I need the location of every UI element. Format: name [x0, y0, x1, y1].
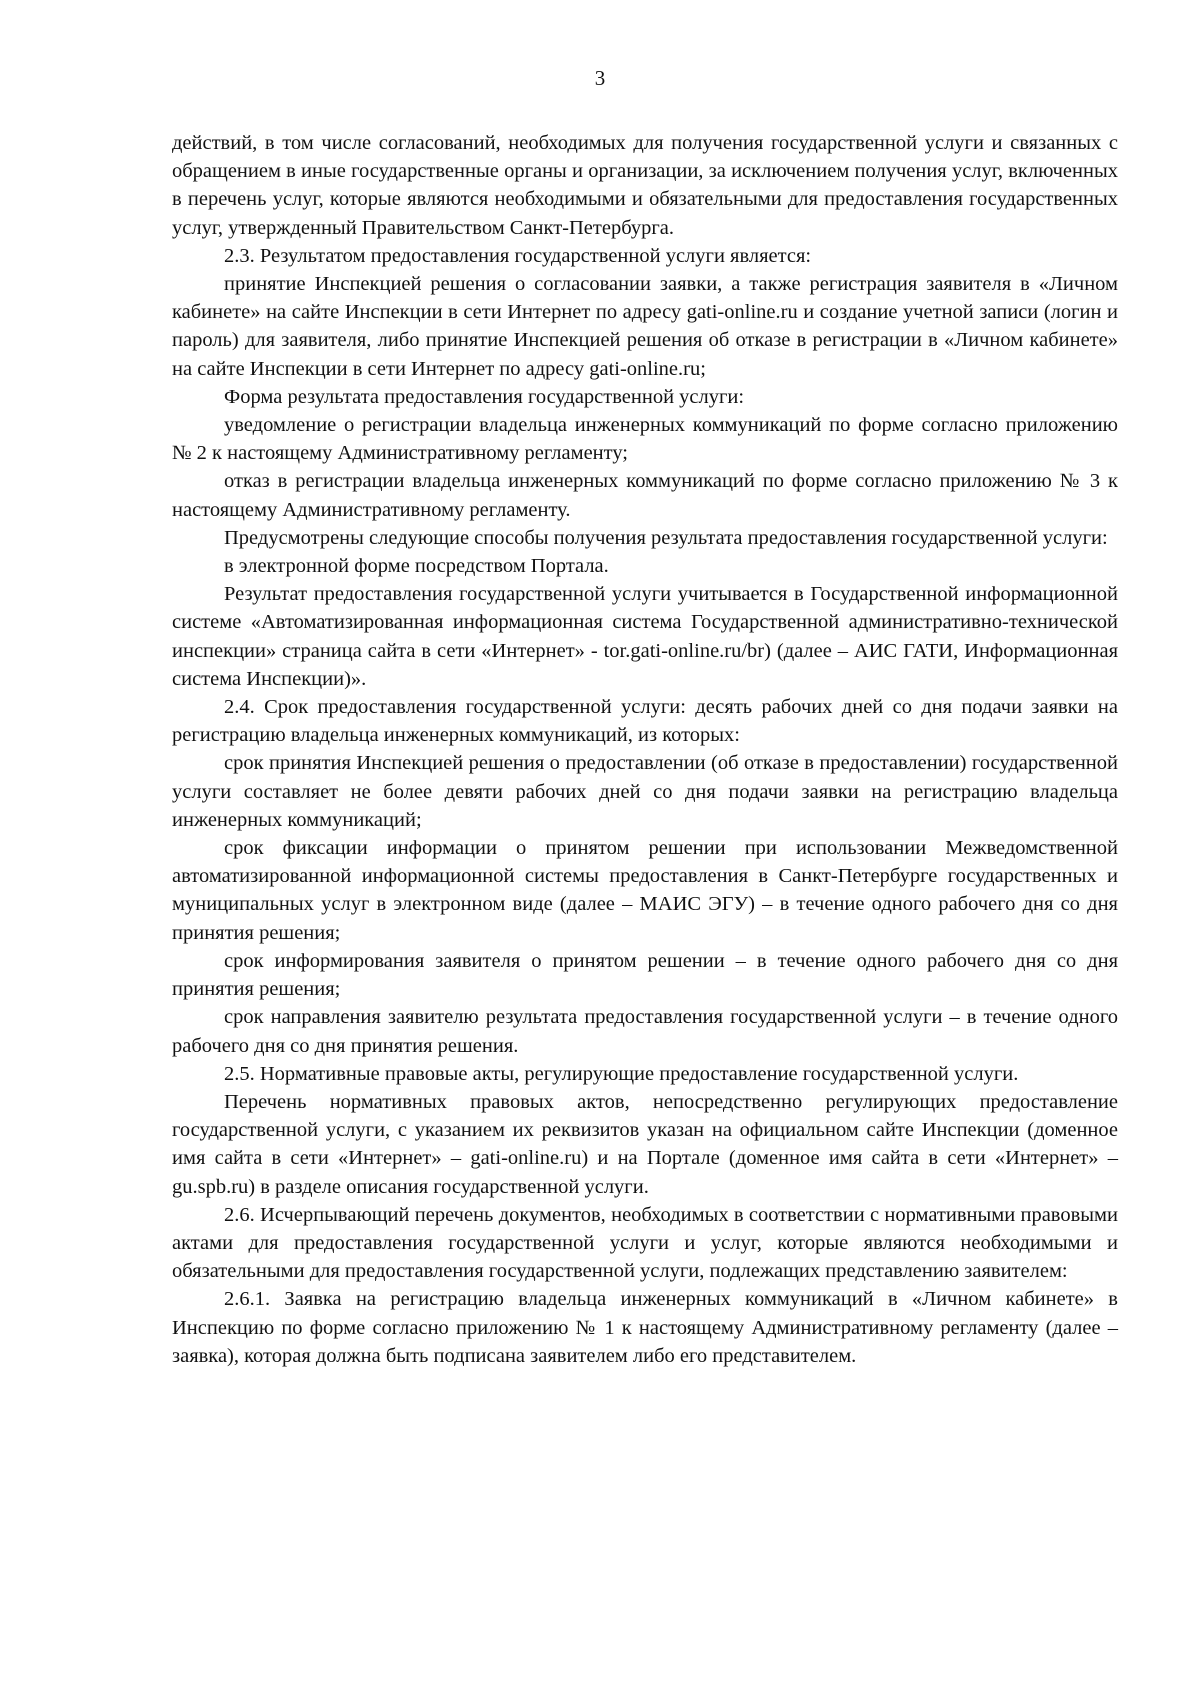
- page-number: 3: [594, 66, 606, 90]
- paragraph-result-recorded: Результат предоставления государственной услуги учитывается в Государственной информационной системе «Автоматизированная информационная система Государственной административно-технической инспекции» страница сайта в сети «Интернет» - tor.gati-online.ru/br) (далее – АИС ГАТИ, Информационная система Инспекции)».: [172, 583, 1118, 690]
- paragraph-continuation: действий, в том числе согласований, необходимых для получения государственной услуги и связанных с обращением в иные государственные органы и организации, за исключением получения услуг, включенных в перечень услуг, которые являются необходимыми и обязательными для предоставления государственных услуг, утвержденный Правительством Санкт-Петербурга.: [172, 132, 1118, 239]
- paragraph-result-form: Форма результата предоставления государственной услуги:: [224, 385, 745, 408]
- paragraph-result-decision: принятие Инспекцией решения о согласовании заявки, а также регистрация заявителя в «Личном кабинете» на сайте Инспекции в сети Интернет по адресу gati-online.ru и создание учетной записи (логин и пароль) для заявителя, либо принятие Инспекцией решения об отказе в регистрации в «Личном кабинете» на сайте Инспекции в сети Интернет по адресу gati-online.ru;: [172, 273, 1118, 380]
- paragraph-fixation-term: срок фиксации информации о принятом решении при использовании Межведомственной автоматизированной информационной системы предоставления в Санкт-Петербурге государственных и муниципальных услуг в электронном виде (далее – МАИС ЭГУ) – в течение одного рабочего дня со дня принятия решения;: [172, 837, 1118, 944]
- paragraph-receipt-methods: Предусмотрены следующие способы получения результата предоставления государственной услуги:: [224, 526, 1108, 549]
- paragraph-2-6-1-application: 2.6.1. Заявка на регистрацию владельца инженерных коммуникаций в «Личном кабинете» в Инспекцию по форме согласно приложению № 1 к настоящему Административному регламенту (далее – заявка), которая должна быть подписана заявителем либо его представителем.: [172, 1288, 1118, 1367]
- paragraph-2-5-legal-acts: 2.5. Нормативные правовые акты, регулирующие предоставление государственной услуги.: [224, 1062, 1019, 1085]
- paragraph-2-6-documents: 2.6. Исчерпывающий перечень документов, необходимых в соответствии с нормативными правовыми актами для предоставления государственной услуги и услуг, которые являются необходимыми и обязательными для предоставления государственной услуги, подлежащих представлению заявителем:: [172, 1203, 1118, 1283]
- paragraph-registration-refusal: отказ в регистрации владельца инженерных коммуникаций по форме согласно приложению № 3 к настоящему Административному регламенту.: [172, 470, 1118, 521]
- paragraph-electronic-form: в электронной форме посредством Портала.: [224, 555, 609, 578]
- paragraph-registration-notice: уведомление о регистрации владельца инженерных коммуникаций по форме согласно приложению № 2 к настоящему Административному регламенту;: [172, 414, 1118, 465]
- paragraph-legal-acts-list: Перечень нормативных правовых актов, непосредственно регулирующих предоставление государственной услуги, с указанием их реквизитов указан на официальном сайте Инспекции (доменное имя сайта в сети «Интернет» – gati-online.ru) и на Портале (доменное имя сайта в сети «Интернет» – gu.spb.ru) в разделе описания государственной услуги.: [172, 1090, 1118, 1198]
- paragraph-informing-term: срок информирования заявителя о принятом решении – в течение одного рабочего дня со дня принятия решения;: [172, 949, 1118, 1001]
- document-body: [172, 129, 1118, 1370]
- paragraph-sending-term: срок направления заявителю результата предоставления государственной услуги – в течение одного рабочего дня со дня принятия решения.: [172, 1006, 1118, 1057]
- paragraph-2-3-heading: 2.3. Результатом предоставления государственной услуги является:: [224, 244, 812, 267]
- paragraph-decision-term: срок принятия Инспекцией решения о предоставлении (об отказе в предоставлении) государственной услуги составляет не более девяти рабочих дней со дня подачи заявки на регистрацию владельца инженерных коммуникаций;: [172, 752, 1118, 831]
- paragraph-2-4-term: 2.4. Срок предоставления государственной услуги: десять рабочих дней со дня подачи заявки на регистрацию владельца инженерных коммуникаций, из которых:: [172, 696, 1118, 747]
